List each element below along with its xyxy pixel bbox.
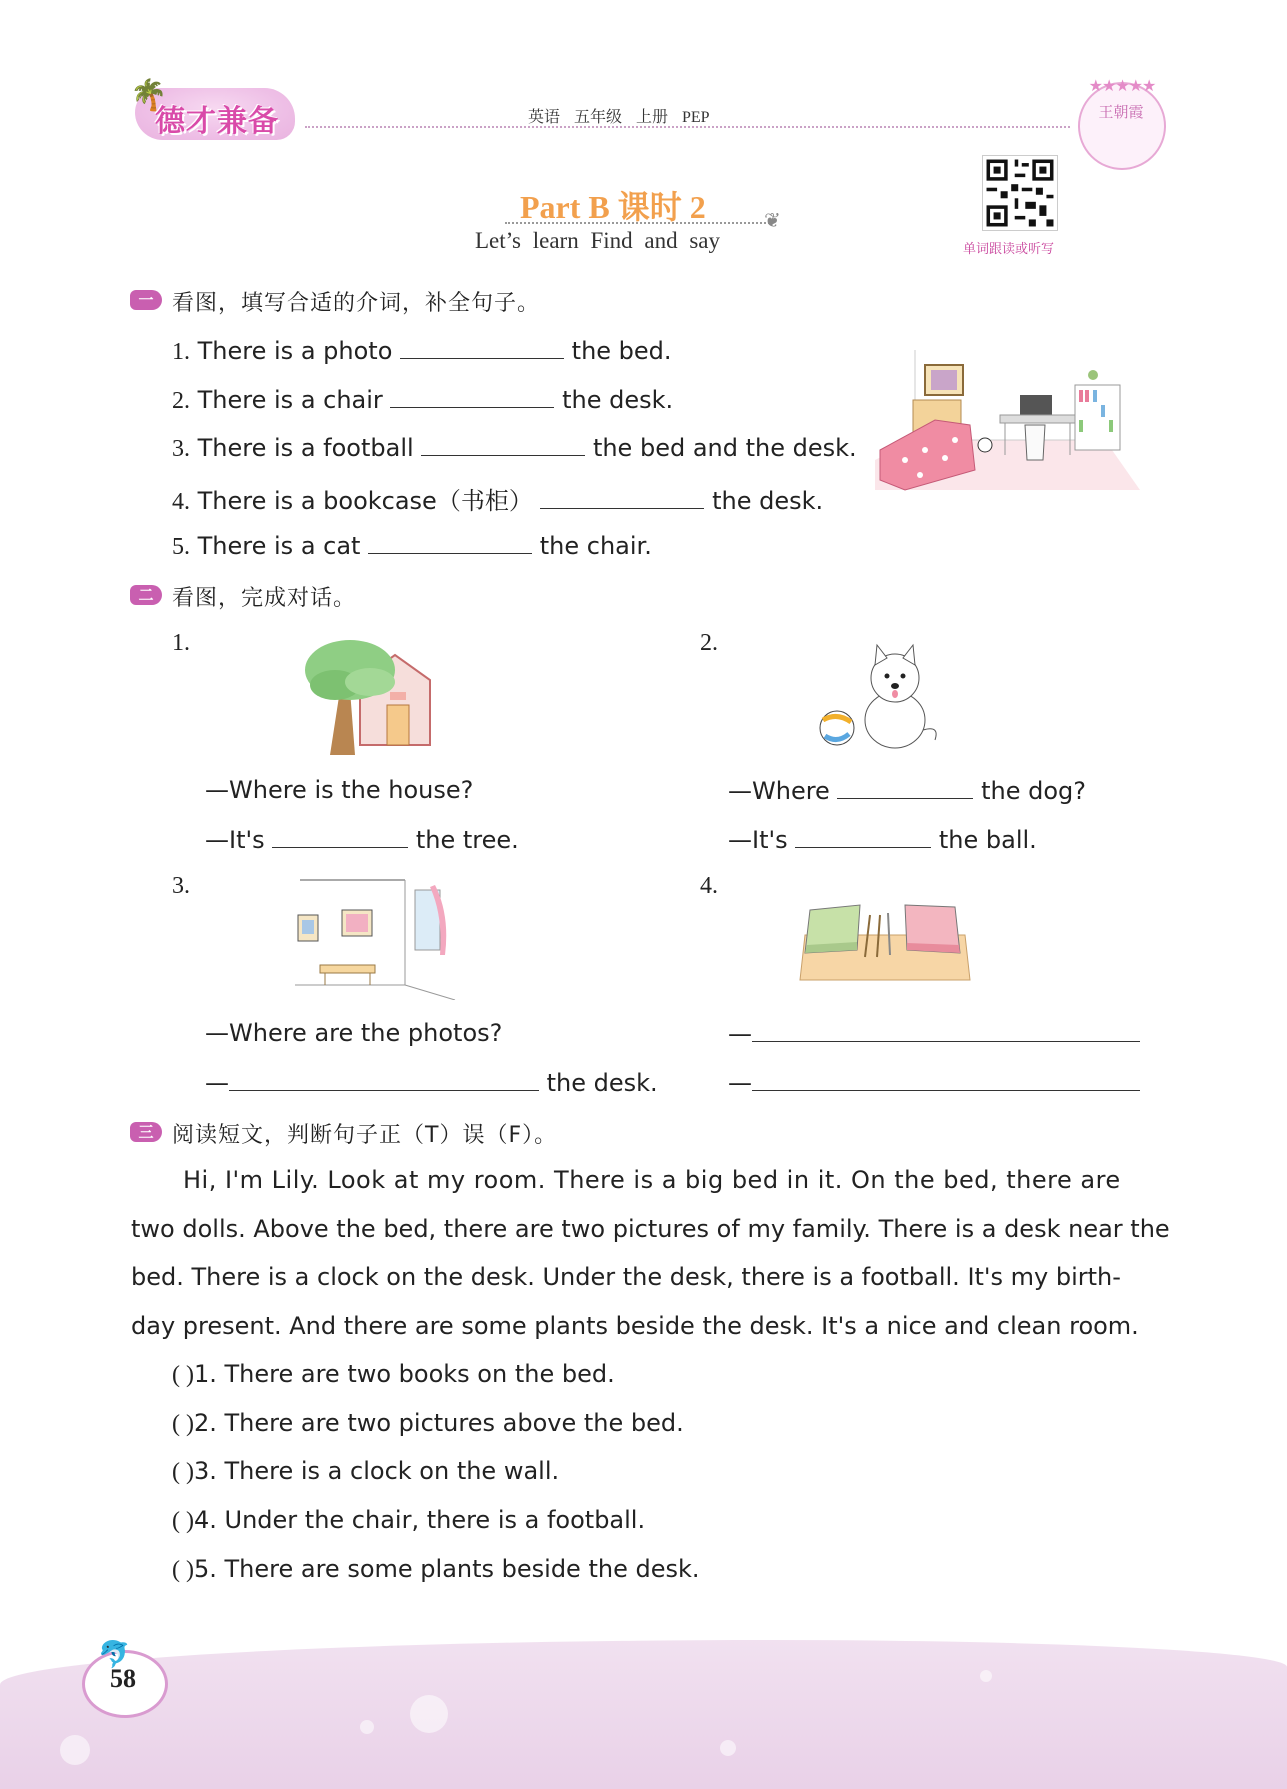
passage-line-3: bed. There is a clock on the desk. Under the desk, there is a football. It's my birth-: [131, 1263, 1121, 1291]
statement-4: ( )4. Under the chair, there is a football.: [172, 1506, 646, 1534]
q4-blank-1[interactable]: [752, 1019, 1140, 1042]
section-3-title: 阅读短文，判断句子正（T）误（F）。: [172, 1123, 558, 1148]
lesson-title: Part B 课时 2: [520, 189, 706, 225]
passage-line-4: day present. And there are some plants beside the desk. It's a nice and clean room.: [131, 1312, 1139, 1340]
brand-logo: [125, 78, 305, 148]
dolphin-icon: 🐬: [98, 1640, 131, 1670]
q2-answer: —It's the ball.: [728, 826, 1037, 854]
qr-code-icon[interactable]: [982, 155, 1058, 231]
section-1-title: 看图，填写合适的介词，补全句子。: [172, 291, 541, 316]
books-desk-illustration: [795, 895, 975, 985]
answer-paren-3[interactable]: ( ): [172, 1459, 194, 1485]
s1-item-1: 1. There is a photo the bed.: [172, 337, 672, 365]
bubble: [720, 1740, 736, 1756]
q1-blank[interactable]: [272, 825, 408, 848]
seal-stars-icon: ★★★★★: [1088, 76, 1156, 95]
section-2-title: 看图，完成对话。: [172, 586, 357, 611]
answer-paren-4[interactable]: ( ): [172, 1508, 194, 1534]
q1-number: 1.: [172, 630, 190, 656]
answer-paren-5[interactable]: ( ): [172, 1557, 194, 1583]
bubble: [60, 1735, 90, 1765]
publisher-seal: [1078, 82, 1166, 170]
s1-blank-5[interactable]: [368, 531, 532, 554]
page-number: 58: [110, 1664, 136, 1693]
s1-blank-1[interactable]: [400, 336, 564, 359]
logo-text: 德才兼备: [155, 104, 279, 139]
q1-question: —Where is the house?: [205, 776, 474, 804]
bubble: [410, 1695, 448, 1733]
statement-2: ( )2. There are two pictures above the bed.: [172, 1409, 684, 1437]
q4-line-1: —: [728, 1019, 1140, 1048]
q2-blank-2[interactable]: [795, 825, 931, 848]
section-2-badge: 二: [130, 585, 162, 605]
section-3-badge: 三: [130, 1122, 162, 1142]
q4-blank-2[interactable]: [752, 1068, 1140, 1091]
answer-paren-1[interactable]: ( ): [172, 1362, 194, 1388]
s1-item-5: 5. There is a cat the chair.: [172, 532, 652, 560]
bedroom-illustration: [875, 340, 1145, 505]
footer-wave: [0, 1640, 1287, 1789]
qr-label: 单词跟读或听写: [963, 242, 1055, 257]
passage-line-1: Hi, I'm Lily. Look at my room. There is a big bed in it. On the bed, there are: [183, 1166, 1121, 1194]
bubble: [360, 1720, 374, 1734]
s1-item-2: 2. There is a chair the desk.: [172, 386, 674, 414]
section-1-badge: 一: [130, 290, 162, 310]
q3-blank[interactable]: [229, 1068, 539, 1091]
wall-photos-illustration: [290, 875, 460, 1000]
s1-blank-4[interactable]: [540, 486, 704, 509]
s1-blank-3[interactable]: [421, 433, 585, 456]
lesson-subtitle: Let’s learn Find and say: [475, 228, 721, 253]
q3-answer: — the desk.: [205, 1069, 658, 1097]
s1-item-3: 3. There is a football the bed and the desk.: [172, 434, 857, 462]
s1-blank-2[interactable]: [390, 385, 554, 408]
q2-blank-1[interactable]: [837, 776, 973, 799]
answer-paren-2[interactable]: ( ): [172, 1411, 194, 1437]
palm-tree-icon: 🌴: [130, 78, 168, 113]
q3-question: —Where are the photos?: [205, 1019, 503, 1047]
q3-number: 3.: [172, 873, 190, 899]
statement-1: ( )1. There are two books on the bed.: [172, 1360, 615, 1388]
subject-line: 英语 五年级 上册 PEP: [528, 109, 710, 126]
statement-3: ( )3. There is a clock on the wall.: [172, 1457, 560, 1485]
q1-answer: —It's the tree.: [205, 826, 519, 854]
bubble: [980, 1670, 992, 1682]
tree-house-illustration: [305, 630, 440, 760]
leaf-icon: ❦: [764, 208, 781, 232]
seal-text: 王朝霞: [1098, 105, 1144, 121]
dog-ball-illustration: [815, 640, 950, 755]
s1-item-4: 4. There is a bookcase（书柜） the desk.: [172, 487, 824, 515]
q4-line-2: —: [728, 1068, 1140, 1097]
q4-number: 4.: [700, 873, 718, 899]
q2-number: 2.: [700, 630, 718, 656]
statement-5: ( )5. There are some plants beside the desk.: [172, 1555, 700, 1583]
q2-question: —Where the dog?: [728, 777, 1086, 805]
passage-line-2: two dolls. Above the bed, there are two pictures of my family. There is a desk near the: [131, 1215, 1170, 1243]
title-divider: [505, 222, 773, 224]
